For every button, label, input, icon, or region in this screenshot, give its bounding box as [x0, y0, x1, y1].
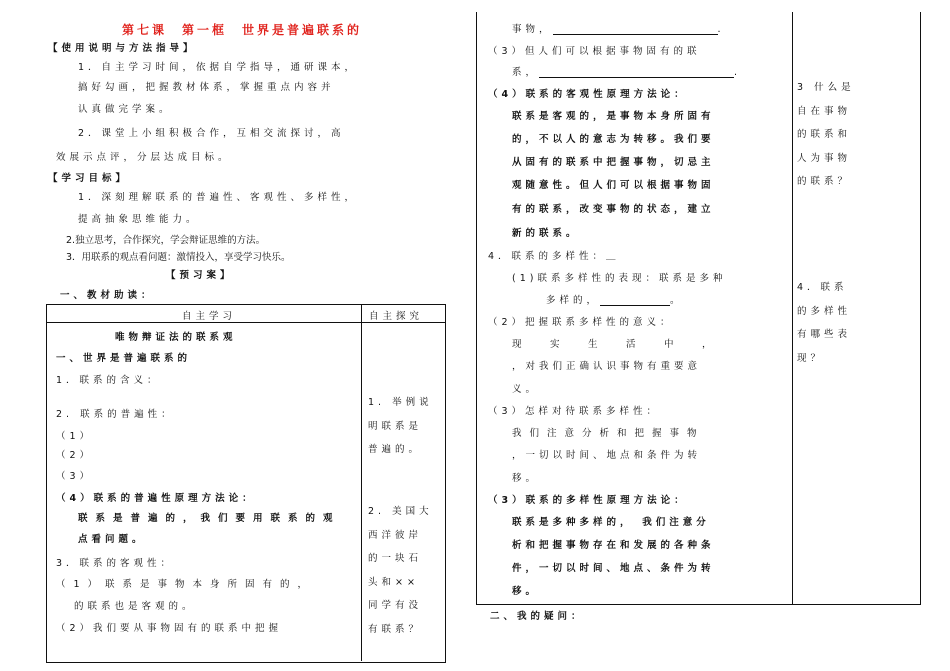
table-border: [476, 12, 477, 604]
usage-text: 2．课堂上小组积极合作，互相交流探讨，高: [78, 128, 345, 139]
table-line: （3）联系的多样性原理方法论：: [488, 495, 688, 506]
usage-text: 1．自主学习时间，依据自学指导，通研课本，: [78, 62, 359, 73]
table-line: ，对我们正确认识事物有重要意: [512, 361, 702, 372]
table-line: （2）: [56, 450, 94, 461]
table-line: 观随意性。但人们可以根据事物固: [512, 180, 715, 191]
table-line: 点看问题。: [78, 534, 146, 545]
usage-text: 效展示点评，分层达成目标。: [56, 152, 232, 163]
table-line: 从固有的联系中把握事物，切忌主: [512, 157, 715, 168]
section-heading: 一、教材助读：: [60, 290, 155, 301]
table-line: （4）联系的客观性原理方法论：: [488, 89, 688, 100]
table-line: 析和把握事物存在和发展的各种条: [512, 540, 715, 551]
goal-text: 1．深刻理解联系的普遍性、客观性、多样性，: [78, 192, 359, 203]
table-line: （1）联系是事物本身所固有的，: [56, 579, 316, 590]
table-line: 一、世界是普遍联系的: [56, 353, 192, 364]
table-line: 移。: [512, 473, 540, 484]
table-line: 的联系也是客观的。: [74, 601, 196, 612]
preview-header: 【预习案】: [166, 270, 234, 281]
table-line: 新的联系。: [512, 228, 580, 239]
table-line: 件，一切以时间、地点、条件为转: [512, 563, 715, 574]
goal-text: 3．用联系的观点看问题：激情投入，享受学习快乐。: [66, 252, 291, 263]
table-line: 联系是普遍的，我们要用联系的观: [78, 513, 341, 524]
table-divider: [361, 304, 362, 661]
table-line: 移。: [512, 586, 540, 597]
table-line: （2）我们要从事物固有的联系中把握: [56, 623, 283, 634]
explore-question-4: 4．联系 的多样性 有哪些表 现？: [797, 282, 852, 364]
table-line: (1)联系多样性的表现：联系是多种: [512, 273, 727, 284]
explore-question-1: 1. 举例说 明联系是 普遍的。: [368, 397, 433, 455]
goal-text: 2.独立思考，合作探究，学会辩证思维的方法。: [66, 235, 266, 246]
table-line: 4．联系的多样性：＿: [488, 251, 620, 262]
page-title: 第七课 第一框 世界是普遍联系的: [122, 23, 363, 37]
table-line: 现 实 生 活 中 ，: [512, 339, 712, 350]
usage-header: 【使用说明与方法指导】: [48, 43, 197, 54]
table-line: 联系是客观的，是事物本身所固有: [512, 111, 715, 122]
table-line: 多样的， 。: [546, 295, 684, 306]
table-line: 1．联系的含义：: [56, 375, 161, 386]
table-line: 3．联系的客观性：: [56, 558, 175, 569]
table-line: （3）: [56, 471, 94, 482]
table-line: 有的联系，改变事物的状态，建立: [512, 204, 715, 215]
table-line: ，一切以时间、地点和条件为转: [512, 450, 702, 461]
table-line: （4）联系的普遍性原理方法论：: [56, 493, 256, 504]
table-line: 2. 联系的普遍性：: [56, 409, 175, 420]
table-line: 事物， .: [512, 24, 725, 35]
goal-text: 提高抽象思维能力。: [78, 214, 200, 225]
goal-header: 【学习目标】: [48, 173, 130, 184]
table-heading: 唯物辩证法的联系观: [115, 332, 237, 343]
table-line: （3）但人们可以根据事物固有的联: [488, 46, 701, 57]
usage-text: 认真做完学案。: [78, 104, 173, 115]
table-line: 义。: [512, 384, 540, 395]
table-border: [920, 12, 921, 604]
table-head-self-study: 自主学习: [182, 311, 237, 322]
explore-question-2: 2. 美国大 西洋彼岸 的一块石 头和×× 同学有没 有联系？: [368, 506, 433, 635]
table-line: 的，不以人的意志为转移。我们要: [512, 134, 715, 145]
explore-question-3: 3 什么是 自在事物 的联系和 人为事物 的联系？: [797, 82, 855, 187]
table-line: 联系是多种多样的， 我们注意分: [512, 517, 710, 528]
table-head-explore: 自主探究: [369, 311, 424, 322]
table-border: [476, 604, 921, 605]
table-line: 我们注意分析和把握事物: [512, 428, 705, 439]
table-line: （3）怎样对待联系多样性：: [488, 406, 661, 417]
table-line: （1）: [56, 431, 94, 442]
table-line: 系， .: [512, 67, 742, 78]
section-heading: 二、我的疑问：: [490, 611, 585, 622]
usage-text: 搞好勾画，把握教材体系，掌握重点内容并: [78, 82, 335, 93]
table-divider: [46, 322, 445, 323]
table-border: [792, 12, 793, 604]
table-line: （2）把握联系多样性的意义：: [488, 317, 674, 328]
